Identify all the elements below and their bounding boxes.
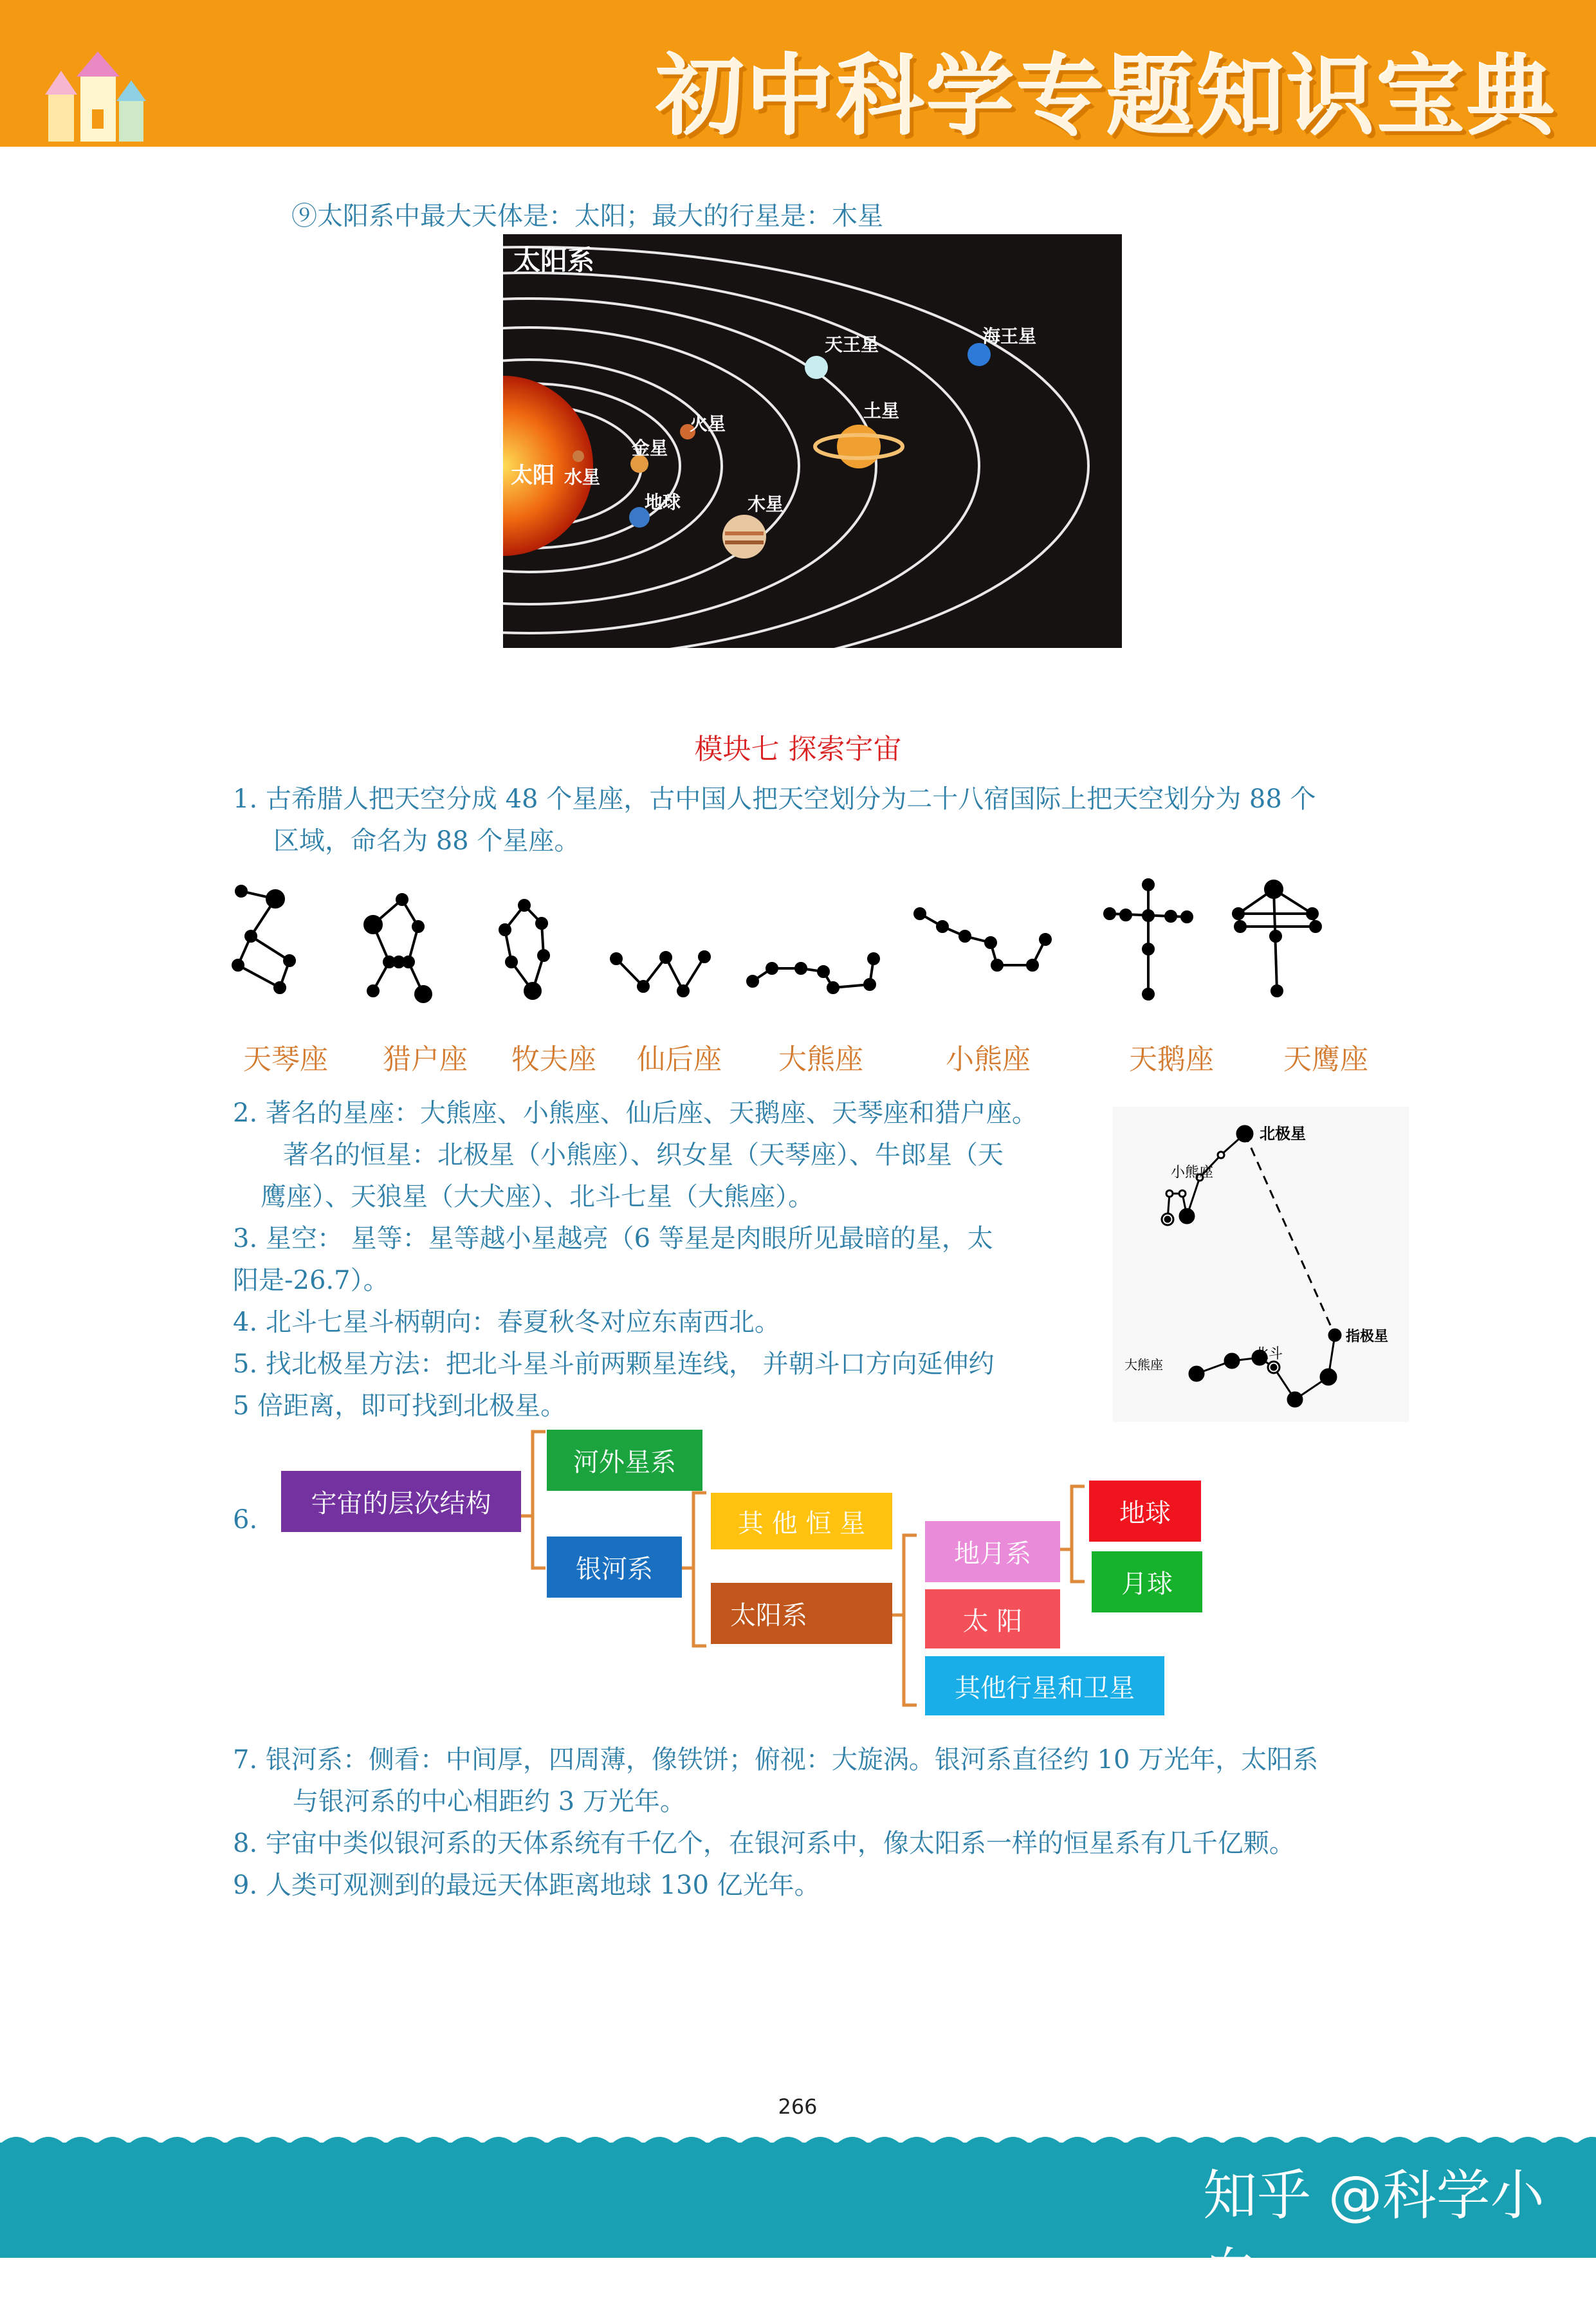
caption-bootes: 牧夫座 (511, 1043, 596, 1076)
hierarchy-extragalactic: 河外星系 (547, 1430, 702, 1491)
label-pointer: 指极星 (1346, 1328, 1389, 1345)
hierarchy-root: 宇宙的层次结构 (281, 1471, 521, 1532)
item-7-line-2: 与银河系的中心相距约 3 万光年。 (293, 1787, 686, 1816)
label-earth: 地球 (645, 492, 681, 513)
label-big-bear: 大熊座 (1124, 1357, 1163, 1372)
caption-cassiopeia: 仙后座 (637, 1043, 722, 1076)
item-8: 8. 宇宙中类似银河系的天体系统有千亿个，在银河系中，像太阳系一样的恒星系有几千亿颗。 (233, 1829, 1295, 1858)
hierarchy-milky-way: 银河系 (547, 1537, 682, 1598)
item-1-line-2: 区域，命名为 88 个星座。 (273, 826, 580, 856)
solar-intro-text: ⑨太阳系中最大天体是：太阳；最大的行星是：木星 (291, 201, 883, 231)
item-5-line-2: 5 倍距离，即可找到北极星。 (233, 1391, 567, 1421)
hierarchy-sun: 太 阳 (925, 1589, 1060, 1648)
label-polaris: 北极星 (1260, 1124, 1306, 1143)
item-3-line-2: 阳是-26.7）。 (233, 1266, 389, 1295)
label-big-dipper: 北斗 (1254, 1346, 1283, 1362)
item-4: 4. 北斗七星斗柄朝向：春夏秋冬对应东南西北。 (233, 1307, 780, 1337)
caption-lyra: 天琴座 (243, 1043, 328, 1076)
item-7-line-1: 7. 银河系：侧看：中间厚，四周薄，像铁饼；俯视：大旋涡。银河系直径约 10 万光年，太阳系 (233, 1745, 1319, 1775)
caption-ursa-major: 大熊座 (778, 1043, 863, 1076)
item-3-line-1: 3. 星空： 星等：星等越小星越亮（6 等星是肉眼所见最暗的星，太 (233, 1224, 993, 1253)
item-2-line-1: 2. 著名的星座：大熊座、小熊座、仙后座、天鹅座、天琴座和猎户座。 (233, 1098, 1038, 1128)
label-uranus: 天王星 (825, 334, 879, 355)
hierarchy-moon: 月球 (1092, 1551, 1202, 1612)
footer-wave (0, 2130, 1596, 2156)
label-mercury: 水星 (564, 466, 601, 488)
label-little-dipper: 小熊座 (1171, 1165, 1214, 1181)
label-mars: 火星 (690, 413, 726, 434)
hierarchy-solar-system: 太阳系 (711, 1583, 892, 1644)
watermark-text: 知乎 @科学小白 (1203, 2164, 1545, 2305)
item-1-line-1: 1. 古希腊人把天空分成 48 个星座，古中国人把天空划分为二十八宿国际上把天空划分为 88 个 (233, 784, 1316, 814)
page-number: 266 (778, 2094, 818, 2119)
label-saturn: 土星 (863, 400, 900, 421)
hierarchy-other-planets: 其他行星和卫星 (925, 1656, 1164, 1715)
item-2-line-2: 著名的恒星：北极星（小熊座）、织女星（天琴座）、牛郎星（天 (283, 1140, 1004, 1170)
caption-ursa-minor: 小熊座 (946, 1043, 1031, 1076)
item-5-line-1: 5. 找北极星方法：把北斗星斗前两颗星连线， 并朝斗口方向延伸约 (233, 1349, 995, 1379)
label-sun: 太阳 (511, 463, 555, 488)
caption-cygnus: 天鹅座 (1129, 1043, 1214, 1076)
hierarchy-other-stars: 其 他 恒 星 (711, 1493, 892, 1549)
item-2-line-3: 鹰座）、天狼星（大犬座）、北斗七星（大熊座）。 (261, 1182, 814, 1212)
caption-aquila: 天鹰座 (1283, 1043, 1368, 1076)
label-venus: 金星 (632, 438, 668, 459)
item-9: 9. 人类可观测到的最远天体距离地球 130 亿光年。 (233, 1870, 820, 1900)
label-neptune: 海王星 (982, 326, 1037, 347)
solar-image-title: 太阳系 (513, 245, 595, 276)
module-title: 模块七 探索宇宙 (694, 733, 902, 766)
hierarchy-earth-moon: 地月系 (925, 1521, 1060, 1582)
hierarchy-earth: 地球 (1089, 1481, 1201, 1542)
item-6-number: 6. (233, 1505, 258, 1535)
header-title: 初中科学专题知识宝典 (657, 46, 1557, 148)
caption-orion: 猎户座 (383, 1043, 468, 1076)
label-jupiter: 木星 (748, 494, 784, 515)
